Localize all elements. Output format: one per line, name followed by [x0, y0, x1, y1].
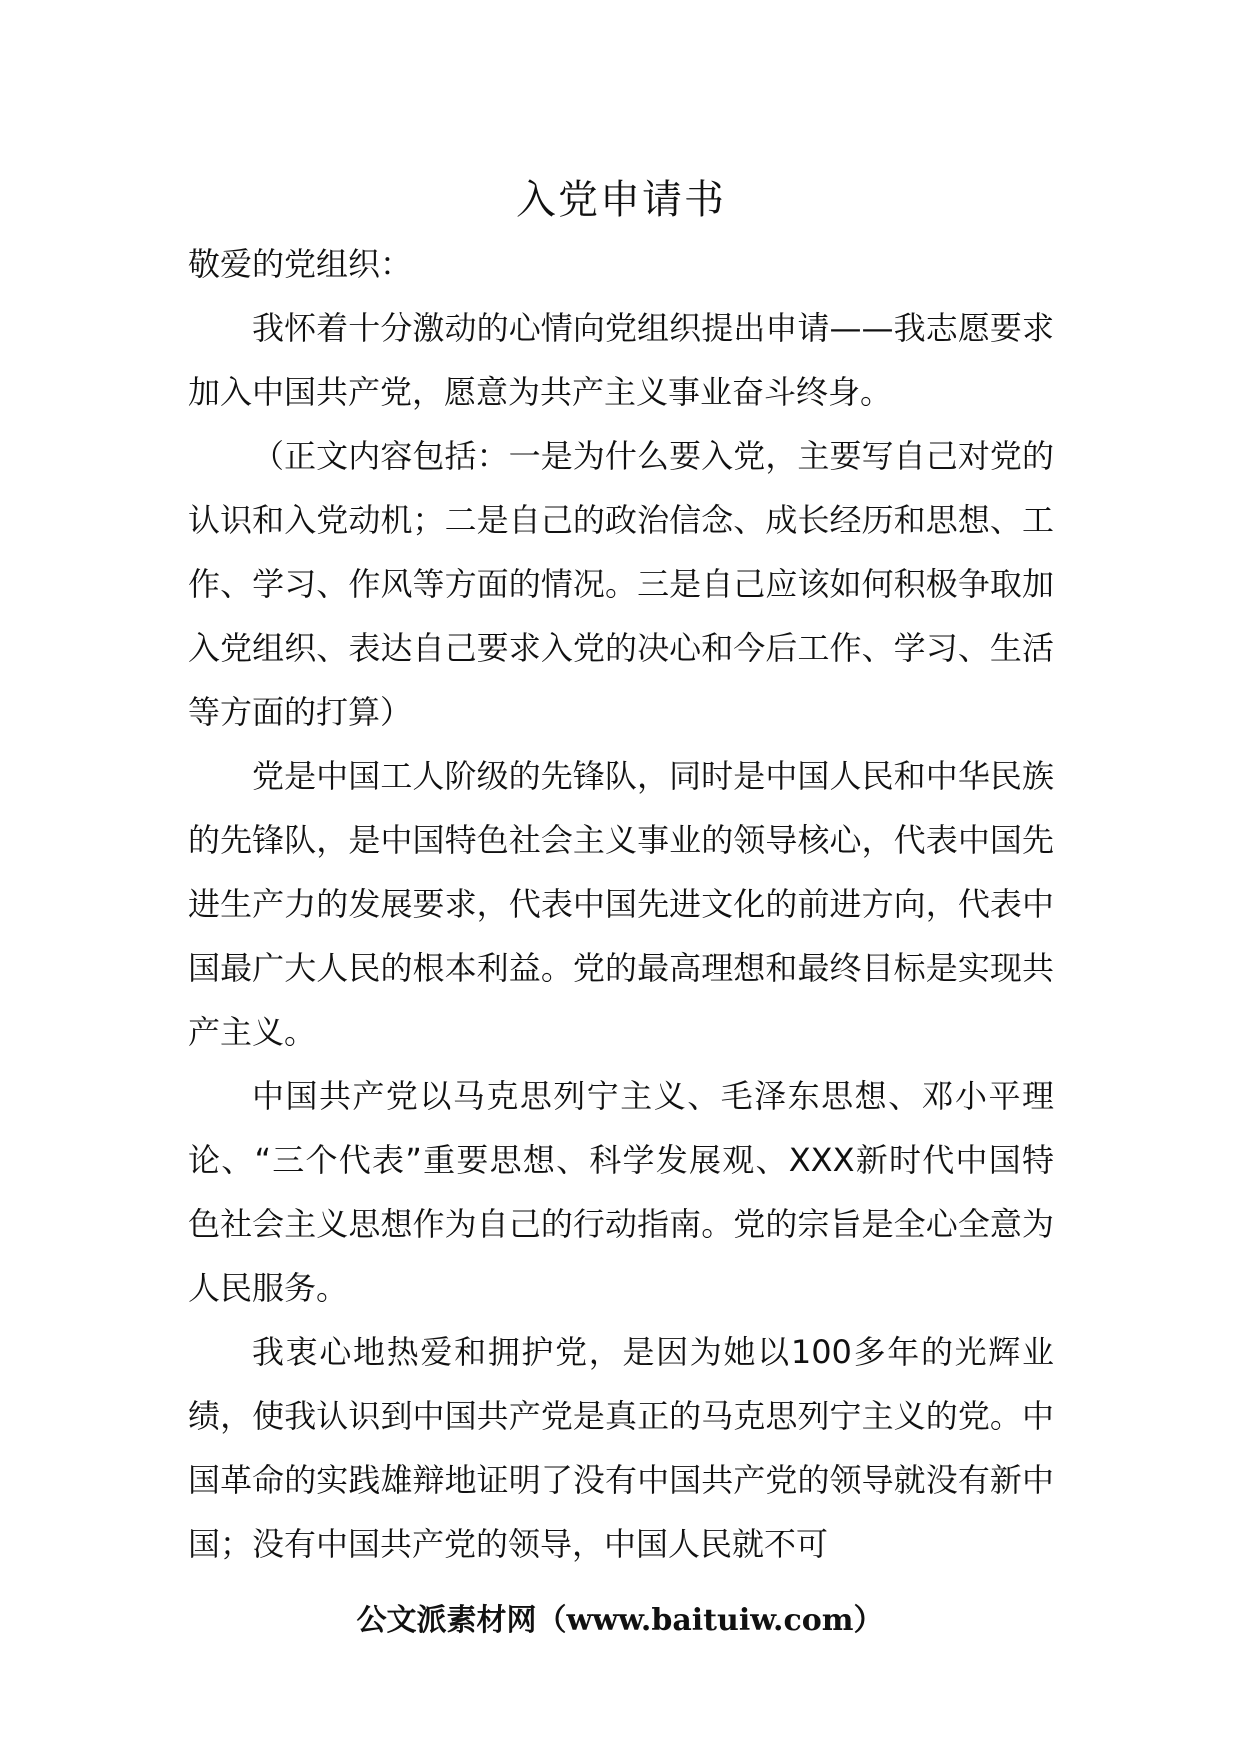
paragraph-personal-support: 我衷心地热爱和拥护党，是因为她以100多年的光辉业绩，使我认识到中国共产党是真正的马克思列宁主义的党。中国革命的实践雄辩地证明了没有中国共产党的领导就没有新中国；没有中国共产党的领导，中国人民就不可: [188, 1333, 1054, 1563]
salutation: 敬爱的党组织：: [188, 245, 413, 283]
document-title: 入党申请书: [516, 177, 726, 223]
paragraph-party-nature: 党是中国工人阶级的先锋队，同时是中国人民和中华民族的先锋队，是中国特色社会主义事业的领导核心，代表中国先进生产力的发展要求，代表中国先进文化的前进方向，代表中国最广大人民的根本利益。党的最高理想和最终目标是实现共产主义。: [188, 757, 1054, 1051]
paragraph-content-guidance: （正文内容包括：一是为什么要入党，主要写自己对党的认识和入党动机；二是自己的政治信念、成长经历和思想、工作、学习、作风等方面的情况。三是自己应该如何积极争取加入党组织、表达自己要求入党的决心和今后工作、学习、生活等方面的打算）: [188, 437, 1054, 731]
paragraph-guiding-ideology: 中国共产党以马克思列宁主义、毛泽东思想、邓小平理论、“三个代表”重要思想、科学发展观、XXX新时代中国特色社会主义思想作为自己的行动指南。党的宗旨是全心全意为人民服务。: [188, 1077, 1054, 1307]
document-body: [188, 168, 1054, 1576]
paragraph-application-statement: 我怀着十分激动的心情向党组织提出申请——我志愿要求加入中国共产党，愿意为共产主义事业奋斗终身。: [188, 309, 1054, 411]
source-watermark: 公文派素材网（www.baituiw.com）: [356, 1603, 884, 1638]
